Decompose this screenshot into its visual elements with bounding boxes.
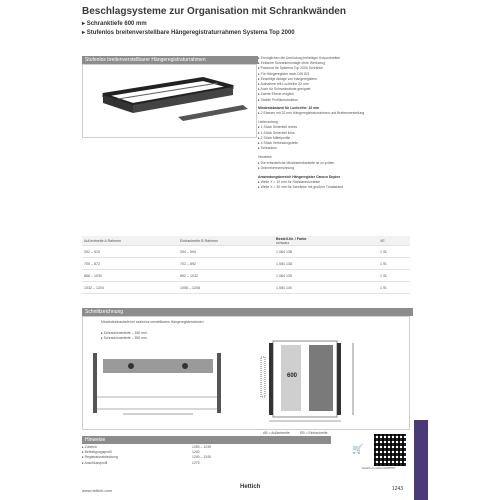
dimension-label: 600: [287, 373, 298, 379]
feature-item: ▸ Einfache Schrankmontage ohne Werkzeug: [258, 61, 418, 66]
feature-item: ▸ Auch für Schrankwände geeignet: [258, 87, 418, 92]
drawing-note: ▸ Schrankinnentiefe – 550 mm: [101, 336, 147, 341]
table-header: Außenbreite A Rahmen: [82, 236, 178, 246]
feature-list-block: [258, 56, 418, 191]
list-item: ▸ Befestigungsprofil 1240: [82, 450, 200, 455]
feature-item: ▸ Einseitige Ablage von Hängeregistern: [258, 77, 418, 82]
accessory-name: Registraturabdeckung: [84, 455, 118, 460]
accessory-page: 1275: [192, 460, 200, 465]
hole-list: [258, 111, 418, 116]
feature-list: [258, 56, 418, 103]
chapter-tab: [414, 420, 428, 500]
accessory-name: Befestigungsprofil: [84, 450, 112, 455]
accessories-bar: Hinweise: [82, 436, 331, 444]
table-cell: 1 St.: [378, 282, 410, 294]
table-row: [82, 246, 410, 258]
table-cell: 1032 – 1204: [82, 282, 178, 294]
scope-item: ▸ 1 Stück Seitenteil links: [258, 131, 418, 136]
table-row: [82, 270, 410, 282]
color-label: schwarz: [276, 240, 290, 245]
scope-item: ▸ 2 Stück Mittelprofile: [258, 136, 418, 141]
scope-item: ▸ Schrauben: [258, 146, 418, 151]
table-cell: 394 – 594: [178, 246, 274, 258]
table-cell: 700 – 872: [82, 258, 178, 270]
feature-item: ▸ Aufnahme mit Lochreihe 32 mm: [258, 82, 418, 87]
table-header-text: Bestell-Nr. / Farbe: [276, 236, 307, 241]
table-cell: 892 – 1032: [178, 270, 274, 282]
table-cell: 1 084 140: [274, 282, 378, 294]
notes-item: ▸ Die erforderliche Mindesteinbautiefe ist zu prüfen: [258, 161, 418, 166]
feature-item: ▸ Stabile Profilkonstruktion: [258, 98, 418, 103]
scope-list: [258, 125, 418, 151]
drawing-note-title: Mindesteinbautiefe bei stufenlos verstellbaren Hängeregisterrahmen: [101, 320, 204, 324]
feature-item: ▸ Für Hängeregister nach DIN 821: [258, 72, 418, 77]
product-image: [82, 64, 257, 138]
subtitle-depth-text: Schranktiefe 600 mm: [86, 21, 147, 27]
table-cell: 1 St.: [378, 246, 410, 258]
app-list: [258, 180, 418, 190]
hole-title: Mindestabstand für Lochreihe: 32 mm: [258, 105, 320, 110]
order-table: [82, 236, 410, 294]
table-header: VE: [378, 236, 410, 246]
drawing-note: ▸ Schrankinnentiefe – 530 mm: [101, 331, 147, 336]
drawing-panel: [82, 316, 410, 435]
frame-illustration: [83, 65, 256, 137]
table-row: [82, 258, 410, 270]
subtitle-system-text: Stufenlos breitenverstellbare Hängeregistraturrahmen Systema Top 2000: [86, 30, 295, 36]
list-item: ▸ Zubehör 1283 – 1235: [82, 445, 211, 449]
accessory-name: Zubehör: [84, 445, 98, 449]
page-title: Beschlagsysteme zur Organisation mit Schrankwänden: [82, 6, 346, 17]
table-cell: 1 084 138: [274, 246, 378, 258]
notes-item: ▸ Ordnerkennzeichnung: [258, 166, 418, 171]
qr-code-icon[interactable]: [374, 434, 406, 466]
table-cell: 702 – 892: [178, 258, 274, 270]
feature-item: ▸ Ermöglichen die Umrüstung beliebiger Korpusbreiten: [258, 56, 418, 61]
feature-item: ▸ Zweite Ebene möglich: [258, 92, 418, 97]
feature-item: ▸ Passend für Systema Top 2000 Schränke: [258, 66, 418, 71]
list-item: ▸ Registraturabdeckung 1249 – 1245: [82, 455, 211, 460]
scope-item: ▸ 1 Stück Seitenteil rechts: [258, 125, 418, 130]
subtitle-depth: ▸ Schranktiefe 600 mm: [82, 21, 147, 27]
legend-item: AB = Außenbreite: [263, 431, 290, 435]
table-cell: 868 – 1030: [82, 270, 178, 282]
notes-list: [258, 161, 418, 171]
scope-title: Lieferumfang: [258, 120, 278, 125]
technical-drawing: [83, 317, 409, 429]
notes-title: Hinweise: [258, 155, 272, 160]
subtitle-system: ▸ Stufenlos breitenverstellbare Hängeregistraturrahmen Systema Top 2000: [82, 30, 295, 36]
hole-item: ▸ 2 Ebenen mit 32 mm Hängeregistraturrahmen und Breitenverstellung: [258, 111, 418, 116]
table-row: [82, 282, 410, 294]
app-item: ▸ Weite X = 10 mm für Standardschränke: [258, 180, 418, 185]
table-cell: 1 084 139: [274, 270, 378, 282]
brand-logo: Hettich: [240, 484, 261, 490]
accessory-page: 1249 – 1245: [192, 455, 211, 460]
accessory-page: 1240: [192, 450, 200, 455]
accessory-page: 1283 – 1235: [192, 445, 211, 449]
table-header: [274, 236, 378, 246]
table-cell: 1 St.: [378, 258, 410, 270]
app-title: Anwendungsbereich Hängeregister Canoro Duplex: [258, 175, 341, 180]
table-cell: 1 084 138: [274, 258, 378, 270]
drawing-bar: Schnittzeichnung: [82, 308, 413, 316]
scope-item: ▸ 4 Stück Verbindungsteile: [258, 141, 418, 146]
table-cell: 1 St.: [378, 270, 410, 282]
legend-item: EB = Einbaubreite: [300, 431, 328, 435]
table-header-row: [82, 236, 410, 246]
footer-url[interactable]: www.hettich.com: [82, 488, 113, 493]
accessory-name: Anschlussprofil: [84, 460, 108, 465]
qr-caption: hettich.com/short/cf87f97: [362, 466, 396, 470]
product-bar: Stufenlos breitenverstellbarer Hängeregistraturrahmen: [82, 56, 258, 64]
table-cell: 392 – 510: [82, 246, 178, 258]
table-header: Einbaubreite B Rahmen: [178, 236, 274, 246]
accessories-list: [82, 445, 232, 466]
table-cell: 1056 – 1208: [178, 282, 274, 294]
cart-icon[interactable]: 🛒: [352, 444, 364, 454]
list-item: ▸ Anschlussprofil 1275: [82, 460, 200, 465]
app-item: ▸ Weite X = 30 mm für Schränke mit großem Türabstand: [258, 185, 418, 190]
page-number: 1243: [392, 486, 404, 492]
